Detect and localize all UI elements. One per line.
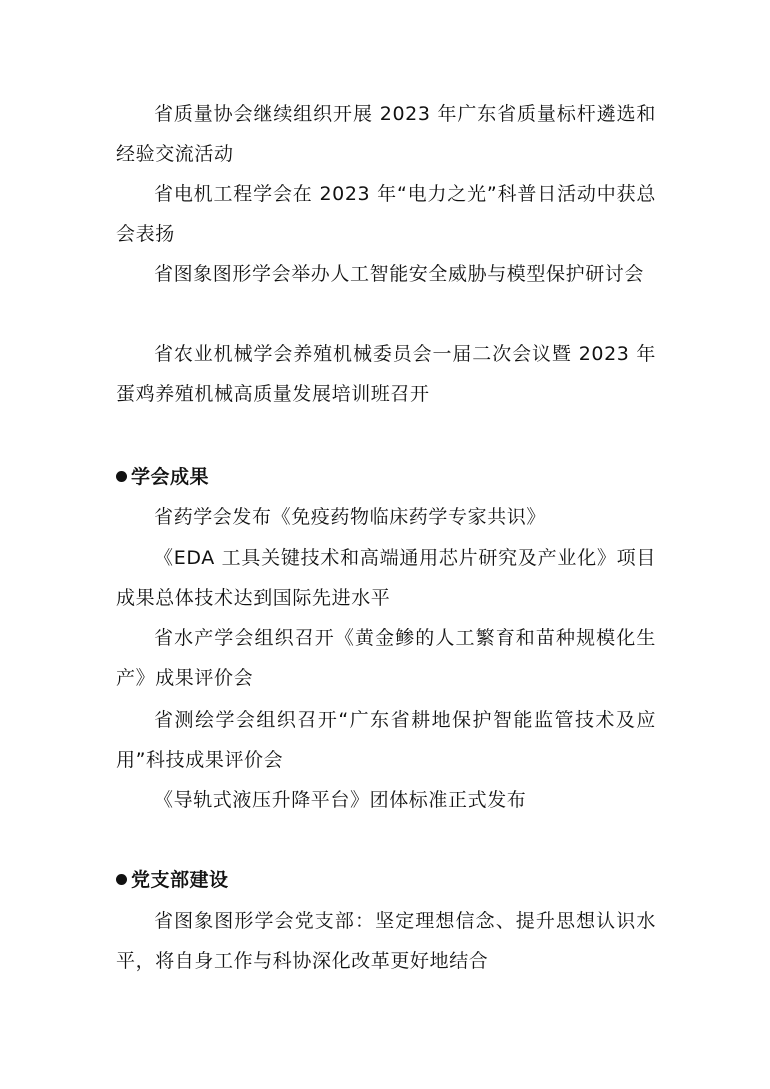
section-heading-achievements (116, 457, 656, 497)
news-item: 省药学会发布《免疫药物临床药学专家共识》 (154, 506, 547, 528)
section-heading-label: 党支部建设 (131, 869, 229, 891)
news-item: 省质量协会继续组织开展 2023 年广东省质量标杆遴选和经验交流活动 (116, 103, 656, 165)
news-item: 《EDA 工具关键技术和高端通用芯片研究及产业化》项目成果总体技术达到国际先进水平 (116, 547, 656, 609)
news-item: 《导轨式液压升降平台》团体标准正式发布 (154, 789, 527, 811)
news-item: 省测绘学会组织召开“广东省耕地保护智能监管技术及应用”科技成果评价会 (116, 709, 656, 771)
news-item: 省农业机械学会养殖机械委员会一届二次会议暨 2023 年蛋鸡养殖机械高质量发展培训班召开 (116, 343, 656, 405)
section-heading-party-branch (116, 860, 656, 900)
section-heading-label: 学会成果 (131, 466, 210, 488)
news-item: 省图象图形学会党支部：坚定理想信念、提升思想认识水平，将自身工作与科协深化改革更好地结合 (116, 910, 656, 972)
bullet-icon (116, 471, 127, 482)
bullet-icon (116, 874, 127, 885)
news-item: 省图象图形学会举办人工智能安全威胁与模型保护研讨会 (154, 263, 645, 285)
news-item: 省水产学会组织召开《黄金鲹的人工繁育和苗种规模化生产》成果评价会 (116, 627, 656, 689)
news-item: 省电机工程学会在 2023 年“电力之光”科普日活动中获总会表扬 (116, 183, 656, 245)
